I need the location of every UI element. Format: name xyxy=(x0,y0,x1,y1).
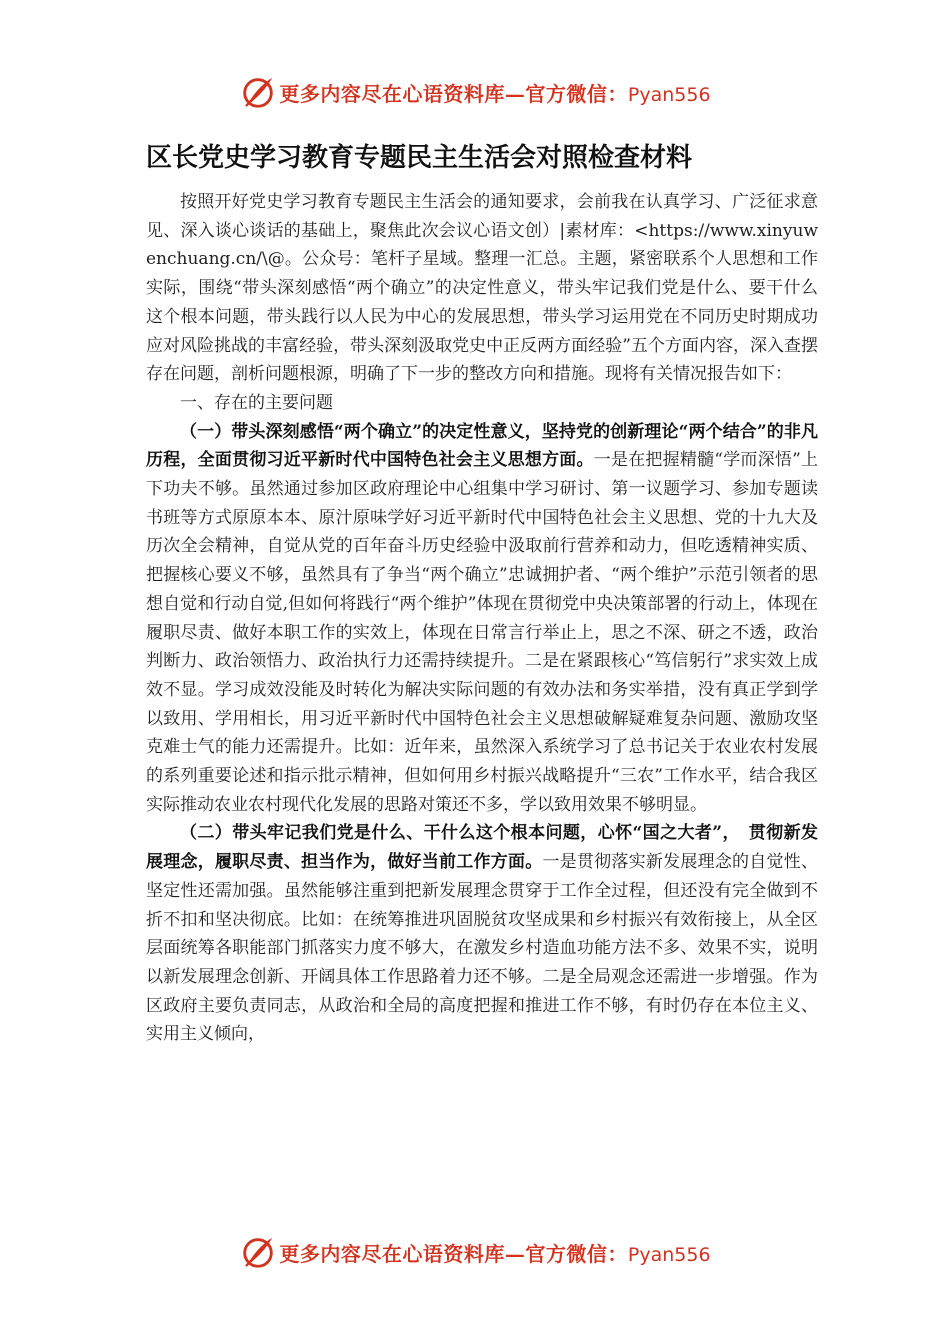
feather-pen-logo-icon xyxy=(239,1233,277,1271)
subsection-2-heading: （二）带头牢记我们党是什么、干什么这个根本问题，心怀“国之大者”， 贯彻新发展理念，履职尽责、担当作为，做好当前工作方面。 xyxy=(146,823,818,873)
subsection-1-heading: （一）带头深刻感悟“两个确立”的决定性意义，坚持党的创新理论“两个结合”的非凡历程，全面贯彻习近平新时代中国特色社会主义思想方面。 xyxy=(146,421,818,471)
wechat-id: Pyan556 xyxy=(627,1243,711,1266)
wechat-id: Pyan556 xyxy=(627,83,711,106)
subsection-1-paragraph xyxy=(146,418,818,820)
intro-paragraph: 按照开好党史学习教育专题民主生活会的通知要求，会前我在认真学习、广泛征求意见、深入谈心谈话的基础上，聚焦此次会议心语文创）|素材库：<https://www.xinyuwenchuang.cn/\@。公众号：笔杆子星域。整理一汇总。主题，紧密联系个人思想和工作实际，围绕“带头深刻感悟“两个确立”的决定性意义，带头牢记我们党是什么、要干什么这个根本问题，带头践行以人民为中心的发展思想，带头学习运用党在不同历史时期成功应对风险挑战的丰富经验，带头深刻汲取党史中正反两方面经验”五个方面内容，深入查摆存在问题，剖析问题根源，明确了下一步的整改方向和措施。现将有关情况报告如下： xyxy=(146,192,818,385)
subsection-1-body: 一是在把握精髓“学而深悟”上下功夫不够。虽然通过参加区政府理论中心组集中学习研讨、第一议题学习、参加专题读书班等方式原原本本、原汁原味学好习近平新时代中国特色社会主义思想、党的十九大及历次全会精神，自觉从党的百年奋斗历史经验中汲取前行营养和动力，但吃透精神实质、把握核心要义不够，虽然具有了争当“两个确立”忠诚拥护者、“两个维护”示范引领者的思想自觉和行动自觉,但如何将践行“两个维护”体现在贯彻党中央决策部署的行动上，体现在履职尽责、做好本职工作的实效上，体现在日常言行举止上，思之不深、研之不透，政治判断力、政治领悟力、政治执行力还需持续提升。二是在紧跟核心“笃信躬行”求实效上成效不显。学习成效没能及时转化为解决实际问题的有效办法和务实举措，没有真正学到学以致用、学用相长，用习近平新时代中国特色社会主义思想破解疑难复杂问题、激励攻坚克难士气的能力还需提升。比如：近年来，虽然深入系统学习了总书记关于农业农村发展的系列重要论述和指示批示精神，但如何用乡村振兴战略提升“三农”工作水平，结合我区实际推动农业农村现代化发展的思路对策还不多，学以致用效果不够明显。 xyxy=(146,450,819,815)
section-heading: 一、存在的主要问题 xyxy=(180,392,333,413)
document-body xyxy=(146,188,818,1049)
footer-banner xyxy=(0,1232,950,1272)
banner-slogan: 更多内容尽在心语资料库—官方微信： xyxy=(279,1241,628,1266)
subsection-2-paragraph xyxy=(146,819,818,1049)
header-banner xyxy=(0,72,950,112)
banner-slogan: 更多内容尽在心语资料库—官方微信： xyxy=(279,81,628,106)
banner-text xyxy=(279,1238,710,1267)
feather-pen-logo-icon xyxy=(239,73,277,111)
subsection-2-body: 一是贯彻落实新发展理念的自觉性、坚定性还需加强。虽然能够注重到把新发展理念贯穿于工作全过程，但还没有完全做到不折不扣和坚决彻底。比如：在统筹推进巩固脱贫攻坚成果和乡村振兴有效衔接上，从全区层面统筹各职能部门抓落实力度不够大，在激发乡村造血功能方法不多、效果不实，说明以新发展理念创新、开阔具体工作思路着力还不够。二是全局观念还需进一步增强。作为区政府主要负责同志，从政治和全局的高度把握和推进工作不够，有时仍存在本位主义、实用主义倾向， xyxy=(146,852,819,1045)
page-title: 区长党史学习教育专题民主生活会对照检查材料 xyxy=(146,143,693,173)
banner-text xyxy=(279,78,710,107)
